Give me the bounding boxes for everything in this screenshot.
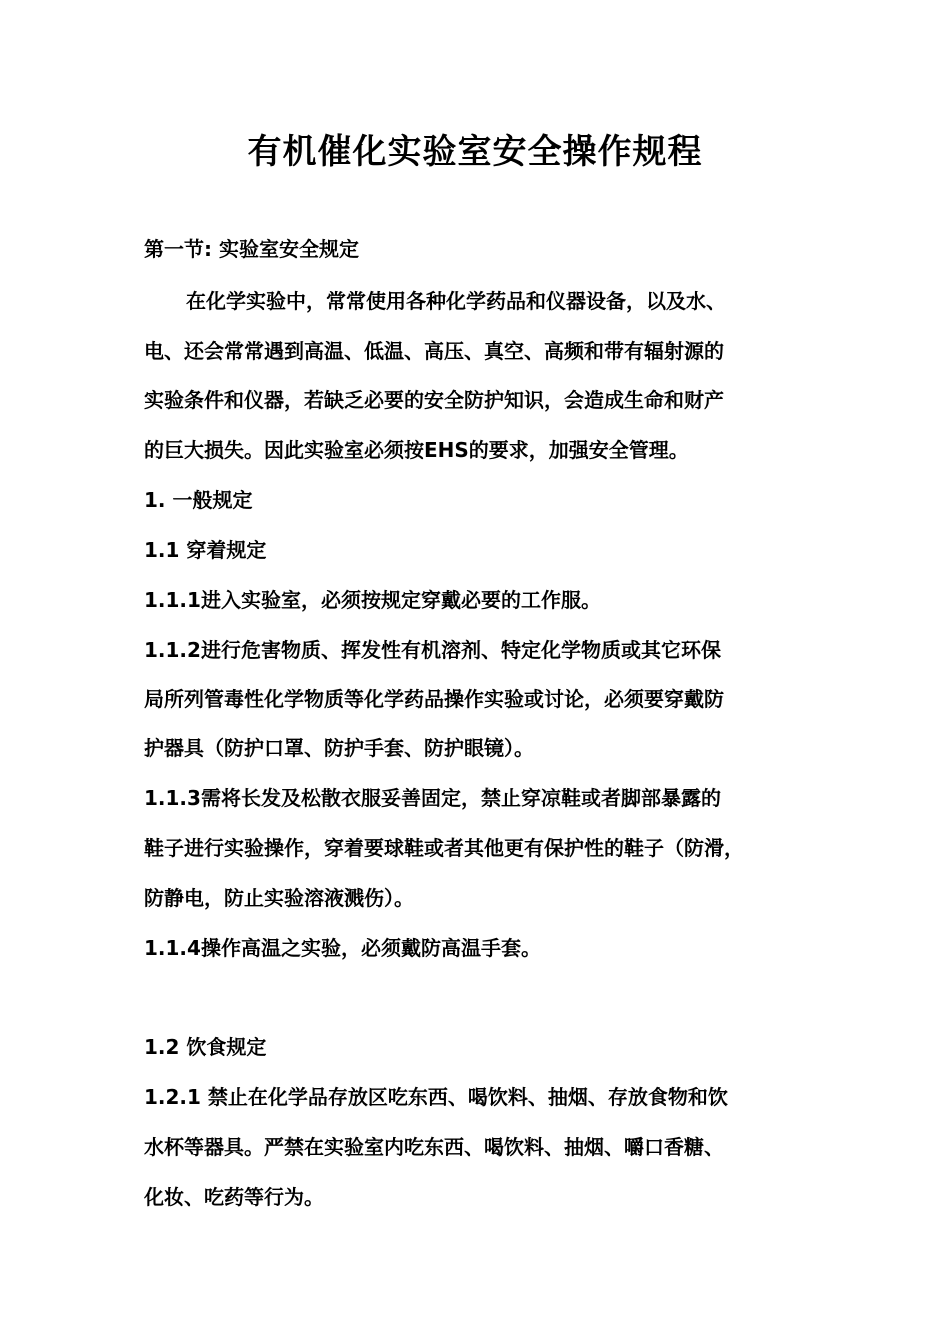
clause-line: 1.1.1进入实验室，必须按规定穿戴必要的工作服。 (144, 588, 601, 612)
clause-heading: 1.2 饮食规定 (144, 1035, 267, 1059)
paragraph-line: 的巨大损失。因此实验室必须按EHS的要求，加强安全管理。 (144, 438, 689, 462)
section-heading: 第一节: 实验室安全规定 (144, 237, 359, 261)
clause-line: 水杯等器具。严禁在实验室内吃东西、喝饮料、抽烟、嚼口香糖、 (144, 1135, 724, 1159)
paragraph-line: 电、还会常常遇到高温、低温、高压、真空、高频和带有辐射源的 (144, 339, 724, 363)
clause-line: 1.1.2进行危害物质、挥发性有机溶剂、特定化学物质或其它环保 (144, 638, 721, 662)
clause-line: 局所列管毒性化学物质等化学药品操作实验或讨论，必须要穿戴防 (144, 687, 724, 711)
clause-line: 1.2.1 禁止在化学品存放区吃东西、喝饮料、抽烟、存放食物和饮 (144, 1085, 728, 1109)
paragraph-line: 在化学实验中，常常使用各种化学药品和仪器设备，以及水、 (186, 289, 726, 313)
clause-line: 化妆、吃药等行为。 (144, 1185, 324, 1209)
clause-line: 鞋子进行实验操作，穿着要球鞋或者其他更有保护性的鞋子（防滑， (144, 836, 744, 860)
clause-line: 防静电，防止实验溶液溅伤）。 (144, 886, 414, 910)
clause-line: 1.1.4操作高温之实验，必须戴防高温手套。 (144, 936, 541, 960)
clause-line: 1.1.3需将长发及松散衣服妥善固定，禁止穿凉鞋或者脚部暴露的 (144, 786, 721, 810)
document-title: 有机催化实验室安全操作规程 (247, 132, 703, 172)
clause-heading: 1.1 穿着规定 (144, 538, 267, 562)
paragraph-line: 实验条件和仪器，若缺乏必要的安全防护知识，会造成生命和财产 (144, 388, 724, 412)
clause-heading: 1. 一般规定 (144, 488, 253, 512)
clause-line: 护器具（防护口罩、防护手套、防护眼镜）。 (144, 736, 534, 760)
